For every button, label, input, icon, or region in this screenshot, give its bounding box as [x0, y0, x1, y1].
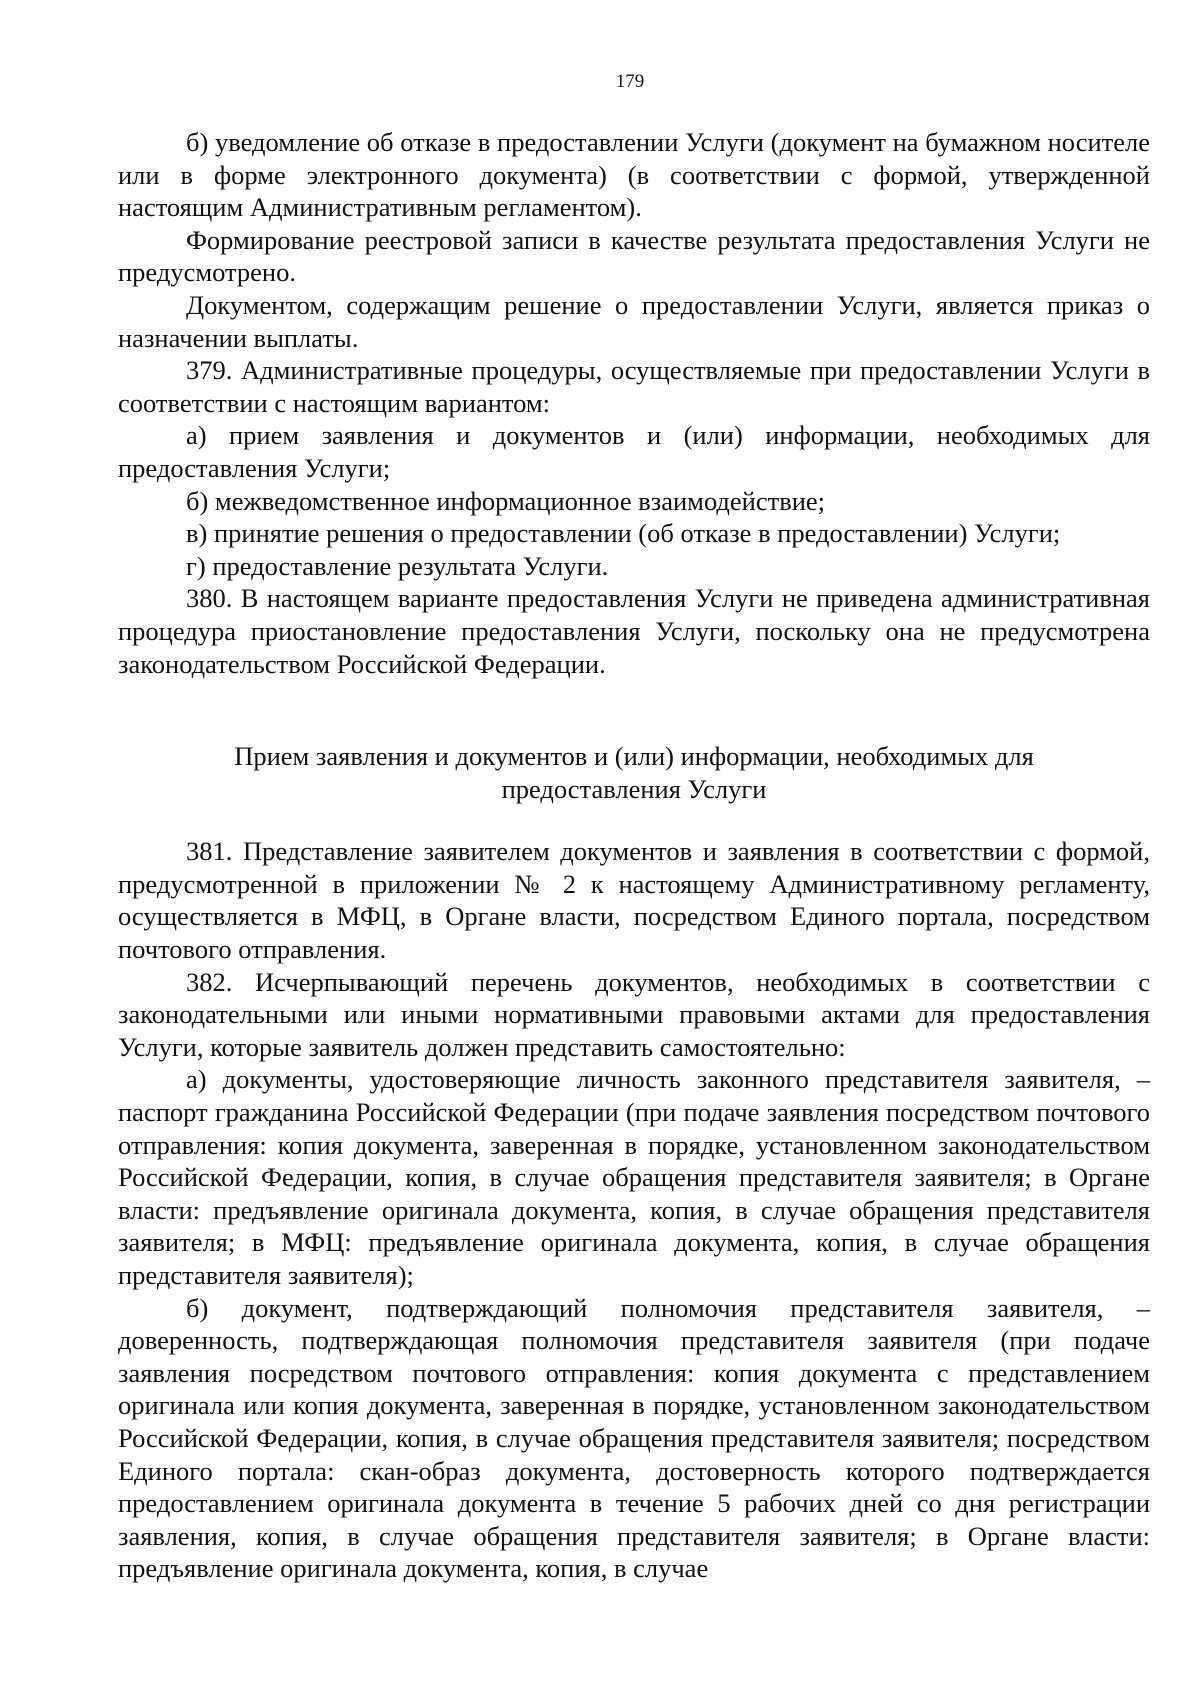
paragraph-382-item-a: а) документы, удостоверяющие личность законного представителя заявителя, – паспорт гражданина Российской Федерации (при подаче заявления посредством почтового отправления: копия документа, заверенная в порядке, установленном законодательством Российской Федерации, копия, в случае обращения представителя заявителя; в Органе власти: предъявление оригинала документа, копия, в случае обращения представителя заявителя; в МФЦ: предъявление оригинала документа, копия, в случае обращения представителя заявителя); [118, 1064, 1150, 1290]
paragraph-379: 379. Административные процедуры, осуществляемые при предоставлении Услуги в соответствии с настоящим вариантом: [118, 355, 1150, 418]
page-number: 179 [615, 71, 645, 92]
paragraph-382: 382. Исчерпывающий перечень документов, необходимых в соответствии с законодательными или иными нормативными правовыми актами для предоставления Услуги, которые заявитель должен представить самостоятельно: [118, 966, 1150, 1062]
paragraph-382-item-b: б) документ, подтверждающий полномочия представителя заявителя, – доверенность, подтверждающая полномочия представителя заявителя (при подаче заявления посредством почтового отправления: копия документа с представлением оригинала или копия документа, заверенная в порядке, установленном законодательством Российской Федерации, копия, в случае обращения представителя заявителя; посредством Единого портала: скан-образ документа, достоверность которого подтверждается предоставлением оригинала документа в течение 5 рабочих дней со дня регистрации заявления, копия, в случае обращения представителя заявителя; в Органе власти: предъявление оригинала документа, копия, в случае [118, 1292, 1150, 1584]
paragraph-notice-refusal: б) уведомление об отказе в предоставлении Услуги (документ на бумажном носителе или в форме электронного документа) (в соответствии с формой, утвержденной настоящим Административным регламентом). [118, 127, 1150, 223]
list-item-a: а) прием заявления и документов и (или) информации, необходимых для предоставления Услуги; [118, 420, 1150, 483]
list-item-v: в) принятие решения о предоставлении (об отказе в предоставлении) Услуги; [186, 518, 1061, 549]
paragraph-registry-record: Формирование реестровой записи в качестве результата предоставления Услуги не предусмотрено. [118, 224, 1150, 288]
document-body [118, 126, 1150, 1585]
paragraph-decision-document: Документом, содержащим решение о предоставлении Услуги, является приказ о назначении выплаты. [118, 289, 1150, 353]
section-heading: Прием заявления и документов и (или) информации, необходимых для предоставления Услуги [234, 741, 1034, 804]
list-item-g: г) предоставление результата Услуги. [186, 550, 609, 581]
paragraph-381: 381. Представление заявителем документов и заявления в соответствии с формой, предусмотренной в приложении № 2 к настоящему Административному регламенту, осуществляется в МФЦ, в Органе власти, посредством Единого портала, посредством почтового отправления. [118, 836, 1150, 965]
list-item-b: б) межведомственное информационное взаимодействие; [186, 485, 826, 516]
paragraph-380: 380. В настоящем варианте предоставления Услуги не приведена административная процедура приостановление предоставления Услуги, поскольку она не предусмотрена законодательством Российской Федерации. [118, 583, 1150, 679]
